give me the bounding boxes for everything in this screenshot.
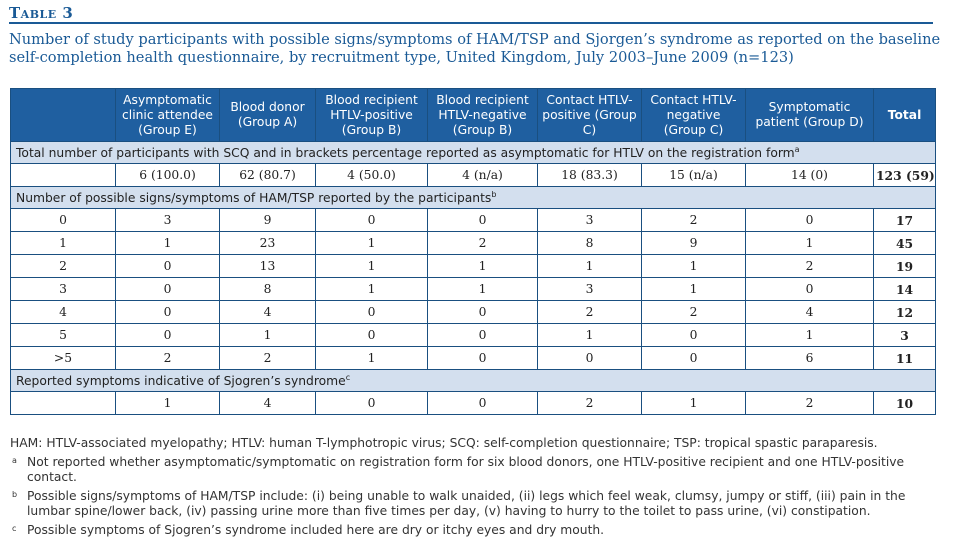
column-header: Contact HTLV-negative (Group C) [642,89,746,142]
table-cell: 0 [116,278,220,301]
footnote-marker: a [794,144,800,154]
footnote-text: Possible signs/symptoms of HAM/TSP include: (i) being unable to walk unaided, (ii) legs which feel weak, clumsy, jumpy or stiff, (iii) pain in the lumbar spine/lower back, (iv) passing urine more than five times per day, (v) having to hurry to the toilet to pass urine, (vi) constipation. [27,489,906,518]
footnote-mark: b [12,490,18,499]
footnotes [10,455,945,538]
table-cell: 4 (n/a) [428,164,538,187]
section-header-row [11,187,936,209]
table-cell: 6 (100.0) [116,164,220,187]
table-cell: 4 [746,301,874,324]
table-cell: 1 [316,255,428,278]
row-label: 3 [11,278,116,301]
table-row [11,301,936,324]
column-header: Total [874,89,936,142]
footnote [10,489,945,519]
table-cell: 3 [538,209,642,232]
footnote-mark: c [12,524,17,533]
table-row [11,164,936,187]
table-caption: Number of study participants with possible signs/symptoms of HAM/TSP and Sjorgen’s syndrome as reported on the baseline self-completion health questionnaire, by recruitment type, United Kingdom, July 2003–June 2009 (n=123) [9,31,941,66]
table-cell: 18 (83.3) [538,164,642,187]
row-label: 4 [11,301,116,324]
table-cell: 1 [428,255,538,278]
table-cell: 2 [116,347,220,370]
table-cell: 0 [316,301,428,324]
table-cell: 8 [220,278,316,301]
table-cell: 2 [746,255,874,278]
footnote [10,455,945,485]
total-cell: 17 [874,209,936,232]
footnote-mark: a [12,456,17,465]
table-cell: 1 [116,392,220,415]
table-cell: 0 [642,324,746,347]
section-header-row [11,370,936,392]
table-cell: 2 [642,209,746,232]
table-cell: 9 [642,232,746,255]
row-label: >5 [11,347,116,370]
table-cell: 0 [642,347,746,370]
table-cell: 23 [220,232,316,255]
table-cell: 1 [316,232,428,255]
section-title-text: Total number of participants with SCQ and in brackets percentage reported as asymptomatic for HTLV on the registration form [16,145,795,160]
table-cell: 1 [316,347,428,370]
table-cell: 0 [116,255,220,278]
table-cell: 2 [642,301,746,324]
row-label: 1 [11,232,116,255]
abbreviations-note: HAM: HTLV-associated myelopathy; HTLV: human T-lymphotropic virus; SCQ: self-completion questionnaire; TSP: tropical spastic paraparesis. [10,436,878,450]
total-cell: 10 [874,392,936,415]
footnote-text: Not reported whether asymptomatic/symptomatic on registration form for six blood donors, one HTLV-positive recipient and one HTLV-positive contact. [27,455,905,484]
table-cell: 9 [220,209,316,232]
table-cell: 2 [428,232,538,255]
table-row [11,232,936,255]
table-cell: 1 [642,392,746,415]
section-title [11,187,936,209]
table-cell: 0 [316,392,428,415]
total-cell: 19 [874,255,936,278]
table-cell: 0 [428,209,538,232]
table-cell: 2 [538,392,642,415]
table-notes [10,436,945,542]
table-label: Table 3 [9,4,74,22]
header-row [11,89,936,142]
footnote-text: Possible symptoms of Sjogren’s syndrome included here are dry or itchy eyes and dry mouth. [27,523,605,537]
section-title-text: Reported symptoms indicative of Sjogren’s syndrome [16,373,346,388]
row-label [11,164,116,187]
table-cell: 14 (0) [746,164,874,187]
section-title-text: Number of possible signs/symptoms of HAM/TSP reported by the participants [16,190,492,205]
total-cell: 14 [874,278,936,301]
table-cell: 1 [220,324,316,347]
table-cell: 0 [428,347,538,370]
footnote-marker: c [345,372,351,382]
table-cell: 4 [220,301,316,324]
table-row [11,392,936,415]
table-cell: 4 (50.0) [316,164,428,187]
table-cell: 6 [746,347,874,370]
table-cell: 1 [116,232,220,255]
table-cell: 0 [316,209,428,232]
table-cell: 1 [746,324,874,347]
table-cell: 2 [746,392,874,415]
table-cell: 0 [316,324,428,347]
row-label [11,392,116,415]
section-title [11,142,936,164]
table-cell: 0 [746,278,874,301]
table-cell: 1 [428,278,538,301]
footnote [10,523,945,538]
table-row [11,347,936,370]
table-cell: 0 [538,347,642,370]
table-cell: 62 (80.7) [220,164,316,187]
row-label: 0 [11,209,116,232]
table-cell: 4 [220,392,316,415]
total-cell: 11 [874,347,936,370]
table-cell: 15 (n/a) [642,164,746,187]
table-cell: 2 [220,347,316,370]
table-cell: 3 [116,209,220,232]
column-header: Contact HTLV- positive (Group C) [538,89,642,142]
table-cell: 1 [538,255,642,278]
table-row [11,324,936,347]
total-cell: 45 [874,232,936,255]
table-cell: 0 [116,324,220,347]
column-header: Symptomatic patient (Group D) [746,89,874,142]
section-title [11,370,936,392]
total-cell: 12 [874,301,936,324]
table-cell: 0 [428,324,538,347]
column-header: Blood recipient HTLV-positive (Group B) [316,89,428,142]
table-row [11,209,936,232]
column-header: Blood recipient HTLV-negative (Group B) [428,89,538,142]
total-cell: 123 (59) [874,164,936,187]
title-rule [9,22,933,24]
table-cell: 0 [428,392,538,415]
table-cell: 1 [538,324,642,347]
table-row [11,278,936,301]
row-label: 5 [11,324,116,347]
table-cell: 1 [316,278,428,301]
table-cell: 1 [642,278,746,301]
column-header: Blood donor (Group A) [220,89,316,142]
total-cell: 3 [874,324,936,347]
table-cell: 8 [538,232,642,255]
data-table [10,88,936,415]
table-cell: 1 [642,255,746,278]
table-cell: 0 [428,301,538,324]
section-header-row [11,142,936,164]
table-cell: 13 [220,255,316,278]
row-label: 2 [11,255,116,278]
table-cell: 3 [538,278,642,301]
table-row [11,255,936,278]
header-cell-empty [11,89,116,142]
footnote-marker: b [491,189,497,199]
table-cell: 0 [116,301,220,324]
table-cell: 2 [538,301,642,324]
table-cell: 0 [746,209,874,232]
table-cell: 1 [746,232,874,255]
column-header: Asymptomatic clinic attendee (Group E) [116,89,220,142]
